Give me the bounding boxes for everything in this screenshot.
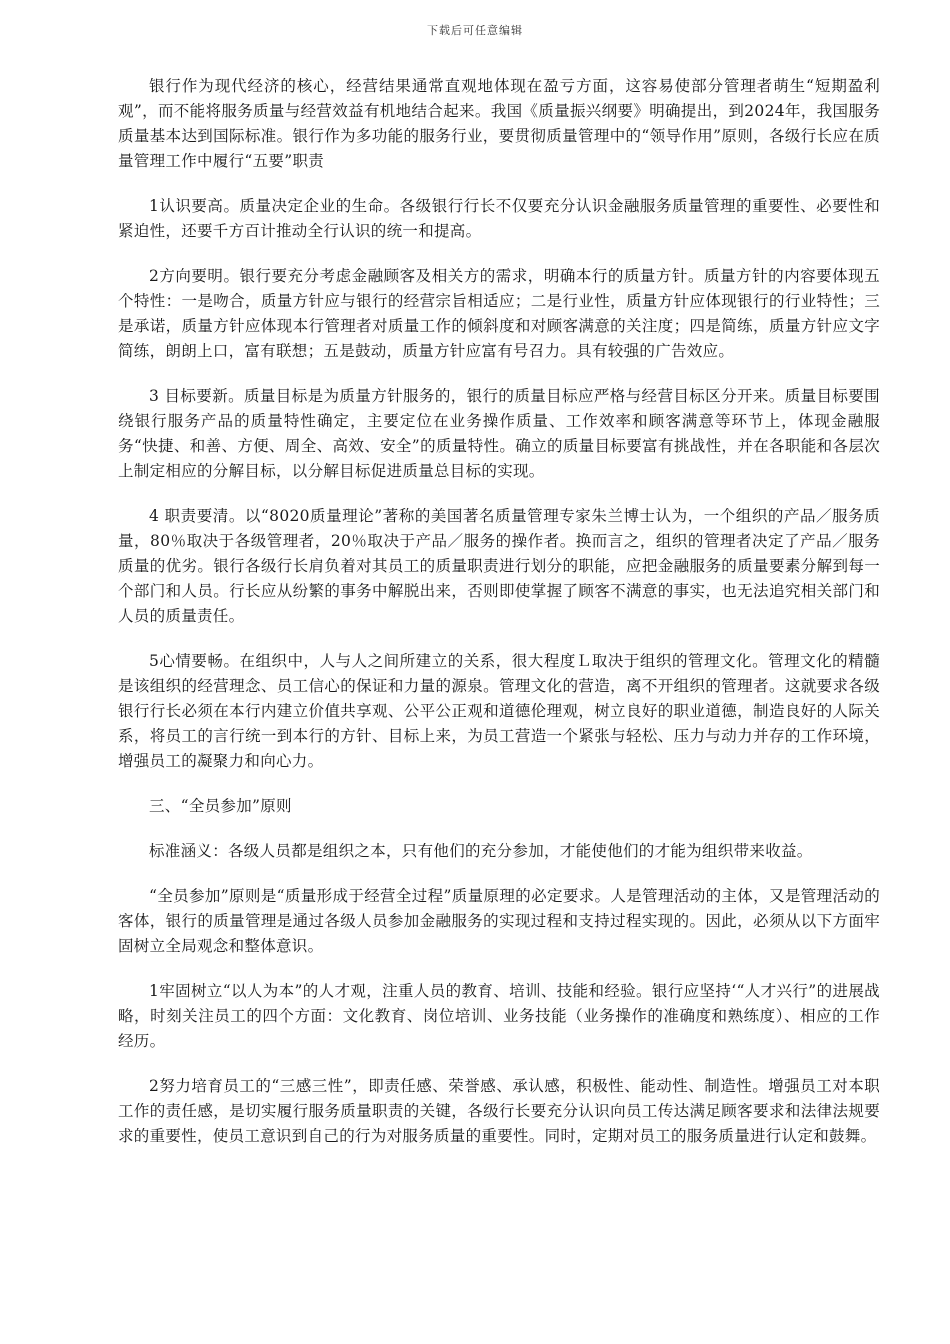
paragraph-item-2: 2方向要明。银行要充分考虑金融顾客及相关方的需求，明确本行的质量方针。质量方针的内容要体现五个特性：一是吻合，质量方针应与银行的经营宗旨相适应；二是行业性，质量方针应体现银行的行业特性；三是承诺，质量方针应体现本行管理者对质量工作的倾斜度和对顾客满意的关注度；四是简练，质量方针应文字简练，朗朗上口，富有联想；五是鼓动，质量方针应富有号召力。具有较强的广告效应。 [118, 267, 880, 360]
paragraph-sub-item-2: 2努力培育员工的“三感三性”，即责任感、荣誉感、承认感，积极性、能动性、制造性。增强员工对本职工作的责任感，是切实履行服务质量职责的关键，各级行长要充分认识向员工传达满足顾客要求和法律法规要求的重要性，使员工意识到自己的行为对服务质量的重要性。同时，定期对员工的服务质量进行认定和鼓舞。 [118, 1077, 880, 1145]
paragraph-definition: 标准涵义：各级人员都是组织之本，只有他们的充分参加，才能使他们的才能为组织带来收益。 [149, 842, 813, 860]
page-header-note: 下载后可任意编辑 [427, 24, 523, 37]
section-heading: 三、“全员参加”原则 [149, 797, 292, 815]
paragraph-item-1: 1认识要高。质量决定企业的生命。各级银行行长不仅要充分认识金融服务质量管理的重要性、必要性和紧迫性，还要千方百计推动全行认识的统一和提高。 [118, 197, 880, 240]
document-body [118, 74, 880, 1169]
paragraph-item-4: 4 职责要清。以“8020质量理论”著称的美国著名质量管理专家朱兰博士认为，一个组织的产品／服务质量，80％取决于各级管理者，20％取决于产品／服务的操作者。换而言之，组织的管理者决定了产品／服务质量的优劣。银行各级行长肩负着对其员工的质量职责进行划分的职能，应把金融服务的质量要素分解到每一个部门和人员。行长应从纷繁的事务中解脱出来，否则即使掌握了顾客不满意的事实，也无法追究相关部门和人员的质量责任。 [118, 507, 880, 625]
paragraph-item-5: 5心情要畅。在组织中，人与人之间所建立的关系，很大程度Ｌ取决于组织的管理文化。管理文化的精髓是该组织的经营理念、员工信心的保证和力量的源泉。管理文化的营造，离不开组织的管理者。这就要求各级银行行长必须在本行内建立价值共享观、公平公正观和道德伦理观，树立良好的职业道德，制造良好的人际关系，将员工的言行统一到本行的方针、目标上来，为员工营造一个紧张与轻松、压力与动力并存的工作环境，增强员工的凝聚力和向心力。 [118, 652, 880, 770]
paragraph-item-3: 3 目标要新。质量目标是为质量方针服务的，银行的质量目标应严格与经营目标区分开来。质量目标要围绕银行服务产品的质量特性确定，主要定位在业务操作质量、工作效率和顾客满意等环节上，体现金融服务“快捷、和善、方便、周全、高效、安全”的质量特性。确立的质量目标要富有挑战性，并在各职能和各层次上制定相应的分解目标，以分解目标促进质量总目标的实现。 [118, 387, 880, 480]
paragraph-intro: 银行作为现代经济的核心，经营结果通常直观地体现在盈亏方面，这容易使部分管理者萌生“短期盈利观”，而不能将服务质量与经营效益有机地结合起来。我国《质量振兴纲要》明确提出，到2024年，我国服务质量基本达到国际标准。银行作为多功能的服务行业，要贯彻质量管理中的“领导作用”原则，各级行长应在质量管理工作中履行“五要”职责 [118, 77, 880, 170]
paragraph-principle: “全员参加”原则是“质量形成于经营全过程”质量原理的必定要求。人是管理活动的主体，又是管理活动的客体，银行的质量管理是通过各级人员参加金融服务的实现过程和支持过程实现的。因此，必须从以下方面牢固树立全局观念和整体意识。 [118, 887, 880, 955]
paragraph-sub-item-1: 1牢固树立“以人为本”的人才观，注重人员的教育、培训、技能和经验。银行应坚持‘“人才兴行”的进展战略，时刻关注员工的四个方面：文化教育、岗位培训、业务技能（业务操作的准确度和熟练度）、相应的工作经历。 [118, 982, 880, 1050]
